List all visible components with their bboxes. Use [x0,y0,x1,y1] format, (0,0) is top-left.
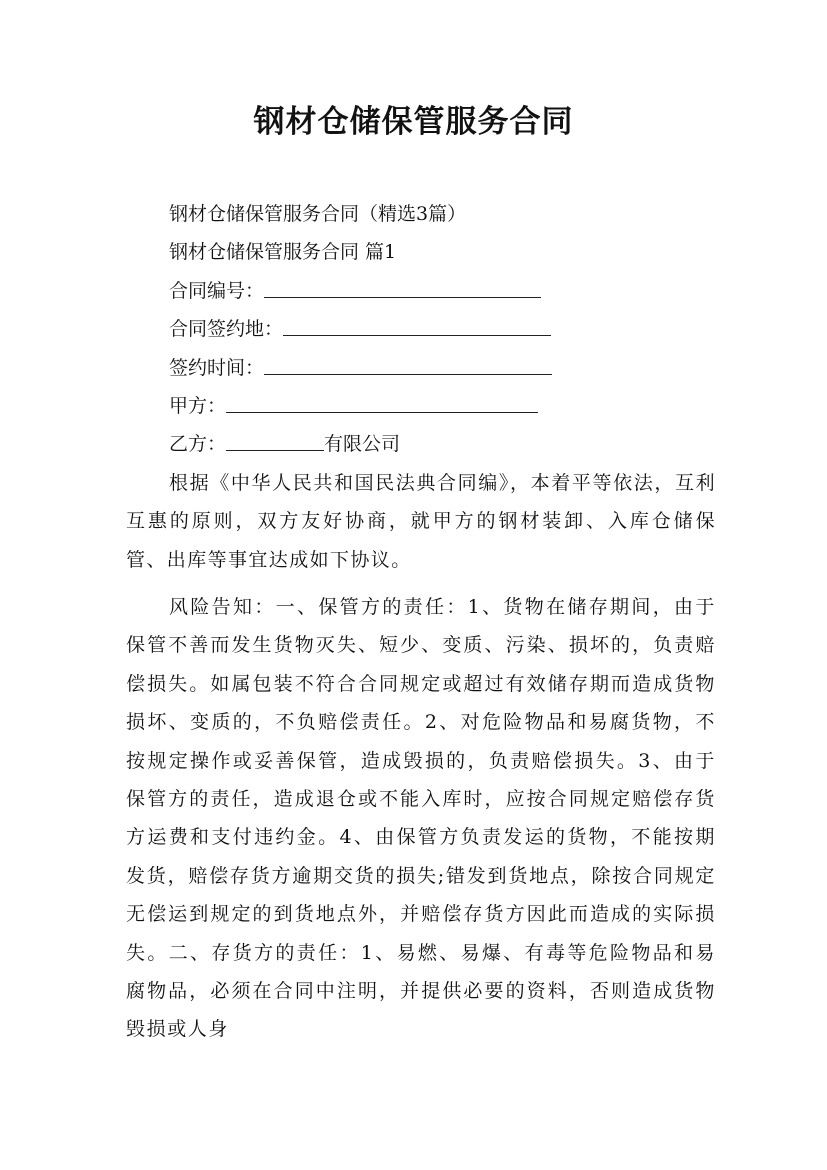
contract-number-blank [264,272,541,298]
sign-time-label: 签约时间： [169,356,265,379]
party-b-blank [226,425,324,451]
party-b-label: 乙方： [169,433,227,456]
document-title: 钢材仓储保管服务合同 [253,104,574,140]
risk-notice-paragraph: 风险告知：一、保管方的责任：1、货物在储存期间，由于保管不善而发生货物灭失、短少、变质、污染、损坏的，负责赔偿损失。如属包装不符合合同规定或超过有效储存期而造成货物损坏、变质的，不负赔偿责任。2、对危险物品和易腐货物，不按规定操作或妥善保管，造成毁损的，负责赔偿损失。3、由于保管方的责任，造成退仓或不能入库时，应按合同规定赔偿存货方运费和支付违约金。4、由保管方负责发运的货物，不能按期发货，赔偿存货方逾期交货的损失;错发到货地点，除按合同规定无偿运到规定的到货地点外，并赔偿存货方因此而造成的实际损失。二、存货方的责任：1、易燃、易爆、有毒等危险物品和易腐物品，必须在合同中注明，并提供必要的资料，否则造成货物毁损或人身 [126,595,716,1041]
sign-place-row [126,310,716,348]
subtitle-line: 钢材仓储保管服务合同（精选3篇） [169,203,467,225]
sign-time-blank [264,349,552,375]
intro-paragraph: 根据《中华人民共和国民法典合同编》，本着平等依法，互利互惠的原则，双方友好协商，就甲方的钢材装卸、入库仓储保管、出库等事宜达成如下协议。 [126,471,716,571]
party-a-label: 甲方： [169,394,227,417]
party-a-blank [226,387,538,413]
sign-place-label: 合同签约地： [169,318,284,341]
part-heading: 钢材仓储保管服务合同 篇1 [169,241,397,264]
party-a-row [126,387,716,425]
document-body [126,195,716,1049]
sign-place-blank [283,310,551,336]
contract-number-label: 合同编号： [169,279,265,302]
contract-number-row [126,272,716,310]
sign-time-row [126,349,716,387]
party-b-row [126,425,716,463]
party-b-suffix: 有限公司 [324,433,401,456]
